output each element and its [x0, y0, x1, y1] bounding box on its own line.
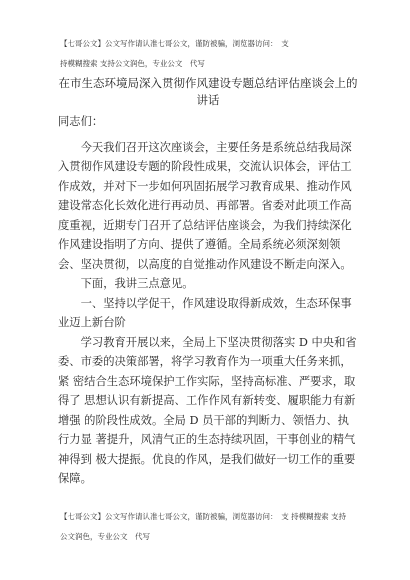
- header-watermark-note: [60, 34, 360, 74]
- header-note-line-1: 【七哥公文】公文写作请认准七哥公文，谨防被骗，浏览器访问： 支: [60, 39, 289, 48]
- header-note-line-2: 持模糊搜索 支持公文润色，专业公文 代写: [60, 59, 205, 68]
- document-title: 在市生态环境局深入贯彻作风建设专题总结评估座谈会上的讲话: [58, 76, 358, 107]
- paragraph-intro: 今天我们召开这次座谈会，主要任务是系统总结我局深入贯彻作风建设专题的阶段性成果，交流认识体会，评估工作成效，并对下一步如何巩固拓展学习教育成果、推动作风建设常态化长效化进行再动员、再部署。省委对此项工作高度重视，近期专门召开了总结评估座谈会，为我们持续深化作风建设指明了方向、提供了遵循。全局系统必须深刻领会、坚决贯彻，以高度的自觉推动作风建设不断走向深入。: [58, 140, 352, 271]
- document-body: [58, 112, 358, 489]
- footer-note-line-1: 【七哥公文】公文写作请认准七哥公文，谨防被骗，浏览器访问： 支 持模糊搜索 支持: [60, 512, 347, 521]
- salutation: 同志们：: [58, 115, 104, 128]
- paragraph-section-1: 学习教育开展以来，全局上下坚决贯彻落实 D 中央和省 委、市委的决策部署，将学习教育作为一项重大任务来抓，紧 密结合生态环境保护工作实际，坚持高标准、严要求，取得了 思想认识有新提高、工作作风有新转变、履职能力有新增强 的阶段性成效。全局 D 员干部的判断力、领悟力、执行力显 著提升，风清气正的生态持续巩固，干事创业的精气神得到 极大提振。优良的作风，是我们做好一切工作的重要保障。: [58, 335, 357, 485]
- paragraph-transition: 下面，我讲三点意见。: [80, 277, 194, 290]
- footer-watermark-note: [60, 507, 360, 547]
- section-heading-1: 一、坚持以学促干，作风建设取得新成效，生态环保事业迈上新台阶: [58, 296, 352, 329]
- footer-note-line-2: 公文润色，专业公文 代写: [60, 532, 150, 541]
